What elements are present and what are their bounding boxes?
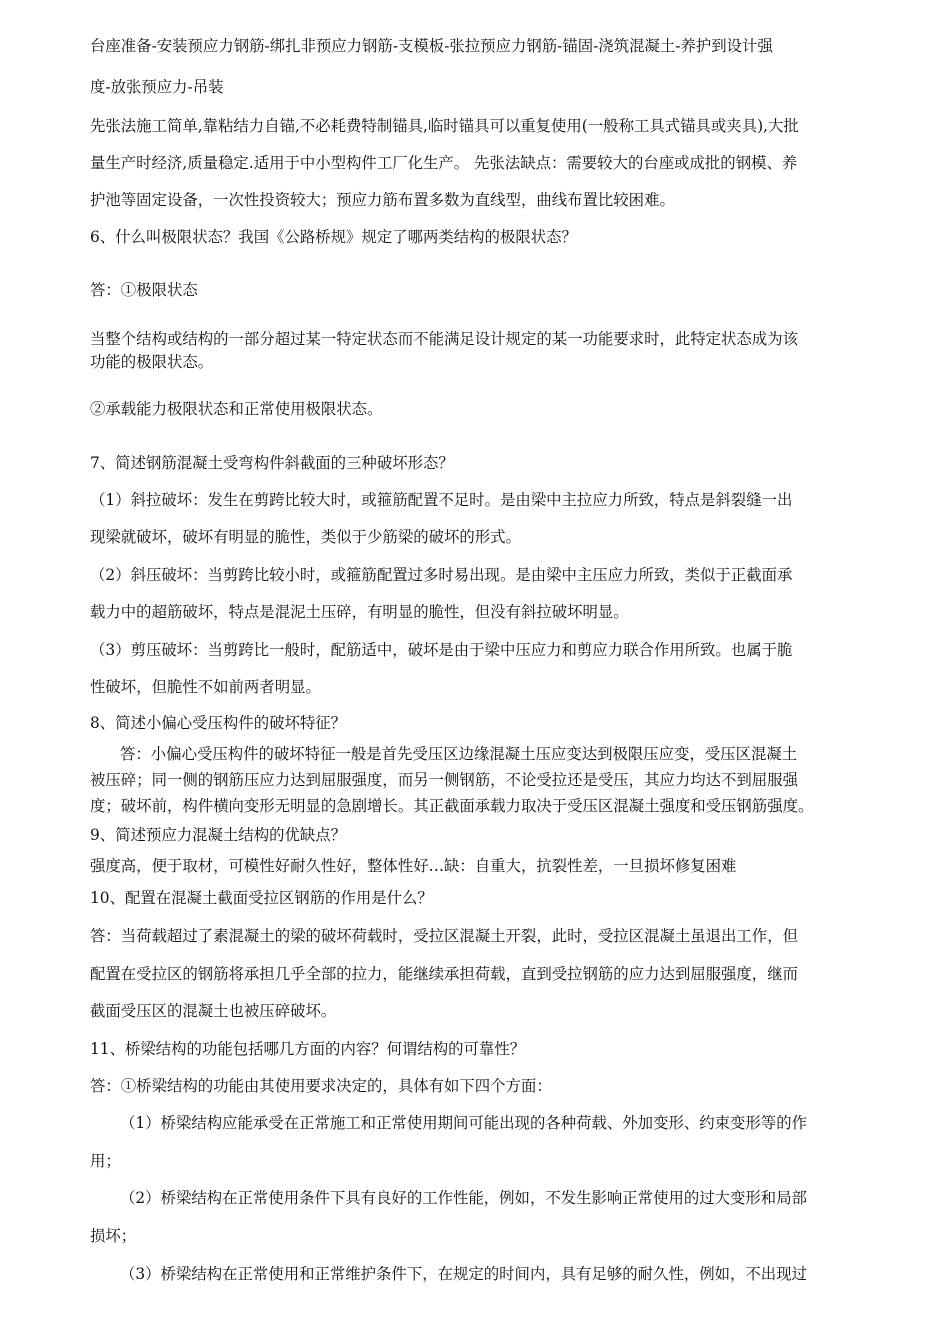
- question-heading: 8、简述小偏心受压构件的破坏特征？: [90, 714, 347, 732]
- text-line: 当整个结构或结构的一部分超过某一特定状态而不能满足设计规定的某一功能要求时，此特定状态成为该: [90, 330, 798, 348]
- text-line: 配置在受拉区的钢筋将承担几乎全部的拉力，能继续承担荷载，直到受拉钢筋的应力达到屈服强度，继而: [90, 965, 798, 983]
- text-line: 载力中的超筋破坏，特点是混泥土压碎，有明显的脆性，但没有斜拉破坏明显。: [90, 603, 629, 621]
- answer-line: 答：小偏心受压构件的破坏特征一般是首先受压区边缘混凝土压应变达到极限压应变，受压区混凝土: [120, 745, 798, 763]
- text-line: 度；破坏前，构件横向变形无明显的急剧增长。其正截面承载力取决于受压区混凝土强度和受压钢筋强度。: [90, 797, 814, 815]
- text-line: 度-放张预应力-吊装: [90, 78, 224, 96]
- answer-line: 答：①极限状态: [90, 281, 198, 299]
- text-line: 被压碎；同一侧的钢筋压应力达到屈服强度，而另一侧钢筋，不论受拉还是受压，其应力均达不到屈服强: [90, 771, 798, 789]
- text-line: （2）斜压破坏：当剪跨比较小时，或箍筋配置过多时易出现。是由梁中主压应力所致，类似于正截面承: [90, 566, 793, 584]
- text-line: 护池等固定设备，一次性投资较大；预应力筋布置多数为直线型，曲线布置比较困难。: [90, 191, 675, 209]
- text-line: （3）桥梁结构在正常使用和正常维护条件下，在规定的时间内，具有足够的耐久性，例如，不出现过: [120, 1265, 807, 1283]
- text-line: 先张法施工简单,靠粘结力自锚,不必耗费特制锚具,临时锚具可以重复使用(一般称工具式锚具或夹具),大批: [90, 117, 799, 135]
- text-line: ②承载能力极限状态和正常使用极限状态。: [90, 400, 383, 418]
- text-line: （2）桥梁结构在正常使用条件下具有良好的工作性能，例如，不发生影响正常使用的过大变形和局部: [120, 1189, 807, 1207]
- question-heading: 9、简述预应力混凝土结构的优缺点？: [90, 826, 347, 844]
- text-line: 强度高，便于取材，可模性好耐久性好，整体性好…缺：自重大，抗裂性差，一旦损坏修复困难: [90, 857, 737, 875]
- text-line: 性破坏，但脆性不如前两者明显。: [90, 678, 321, 696]
- text-line: （1）桥梁结构应能承受在正常施工和正常使用期间可能出现的各种荷载、外加变形、约束变形等的作: [120, 1114, 807, 1132]
- question-heading: 6、什么叫极限状态？我国《公路桥规》规定了哪两类结构的极限状态？: [90, 228, 577, 246]
- text-line: 台座准备-安装预应力钢筋-绑扎非预应力钢筋-支模板-张拉预应力钢筋-锚固-浇筑混凝土-养护到设计强: [90, 37, 773, 55]
- text-line: 截面受压区的混凝土也被压碎破坏。: [90, 1002, 337, 1020]
- text-line: 用；: [90, 1152, 121, 1170]
- text-line: 量生产时经济,质量稳定.适用于中小型构件工厂化生产。 先张法缺点：需要较大的台座或成批的钢模、养: [90, 154, 798, 172]
- question-heading: 7、简述钢筋混凝土受弯构件斜截面的三种破坏形态？: [90, 454, 454, 472]
- text-line: （3）剪压破坏：当剪跨比一般时，配筋适中，破坏是由于梁中压应力和剪应力联合作用所致。也属于脆: [90, 641, 793, 659]
- text-line: 损坏；: [90, 1227, 137, 1245]
- answer-line: 答：当荷载超过了素混凝土的梁的破坏荷载时，受拉区混凝土开裂，此时，受拉区混凝土虽退出工作，但: [90, 927, 798, 945]
- question-heading: 11、桥梁结构的功能包括哪几方面的内容？何谓结构的可靠性？: [90, 1040, 526, 1058]
- text-line: （1）斜拉破坏：发生在剪跨比较大时，或箍筋配置不足时。是由梁中主拉应力所致，特点是斜裂缝一出: [90, 491, 793, 509]
- question-heading: 10、配置在混凝土截面受拉区钢筋的作用是什么？: [90, 889, 433, 907]
- text-line: 现梁就破坏，破坏有明显的脆性，类似于少筋梁的破坏的形式。: [90, 528, 521, 546]
- answer-line: 答：①桥梁结构的功能由其使用要求决定的，具体有如下四个方面：: [90, 1077, 552, 1095]
- text-line: 功能的极限状态。: [90, 353, 214, 371]
